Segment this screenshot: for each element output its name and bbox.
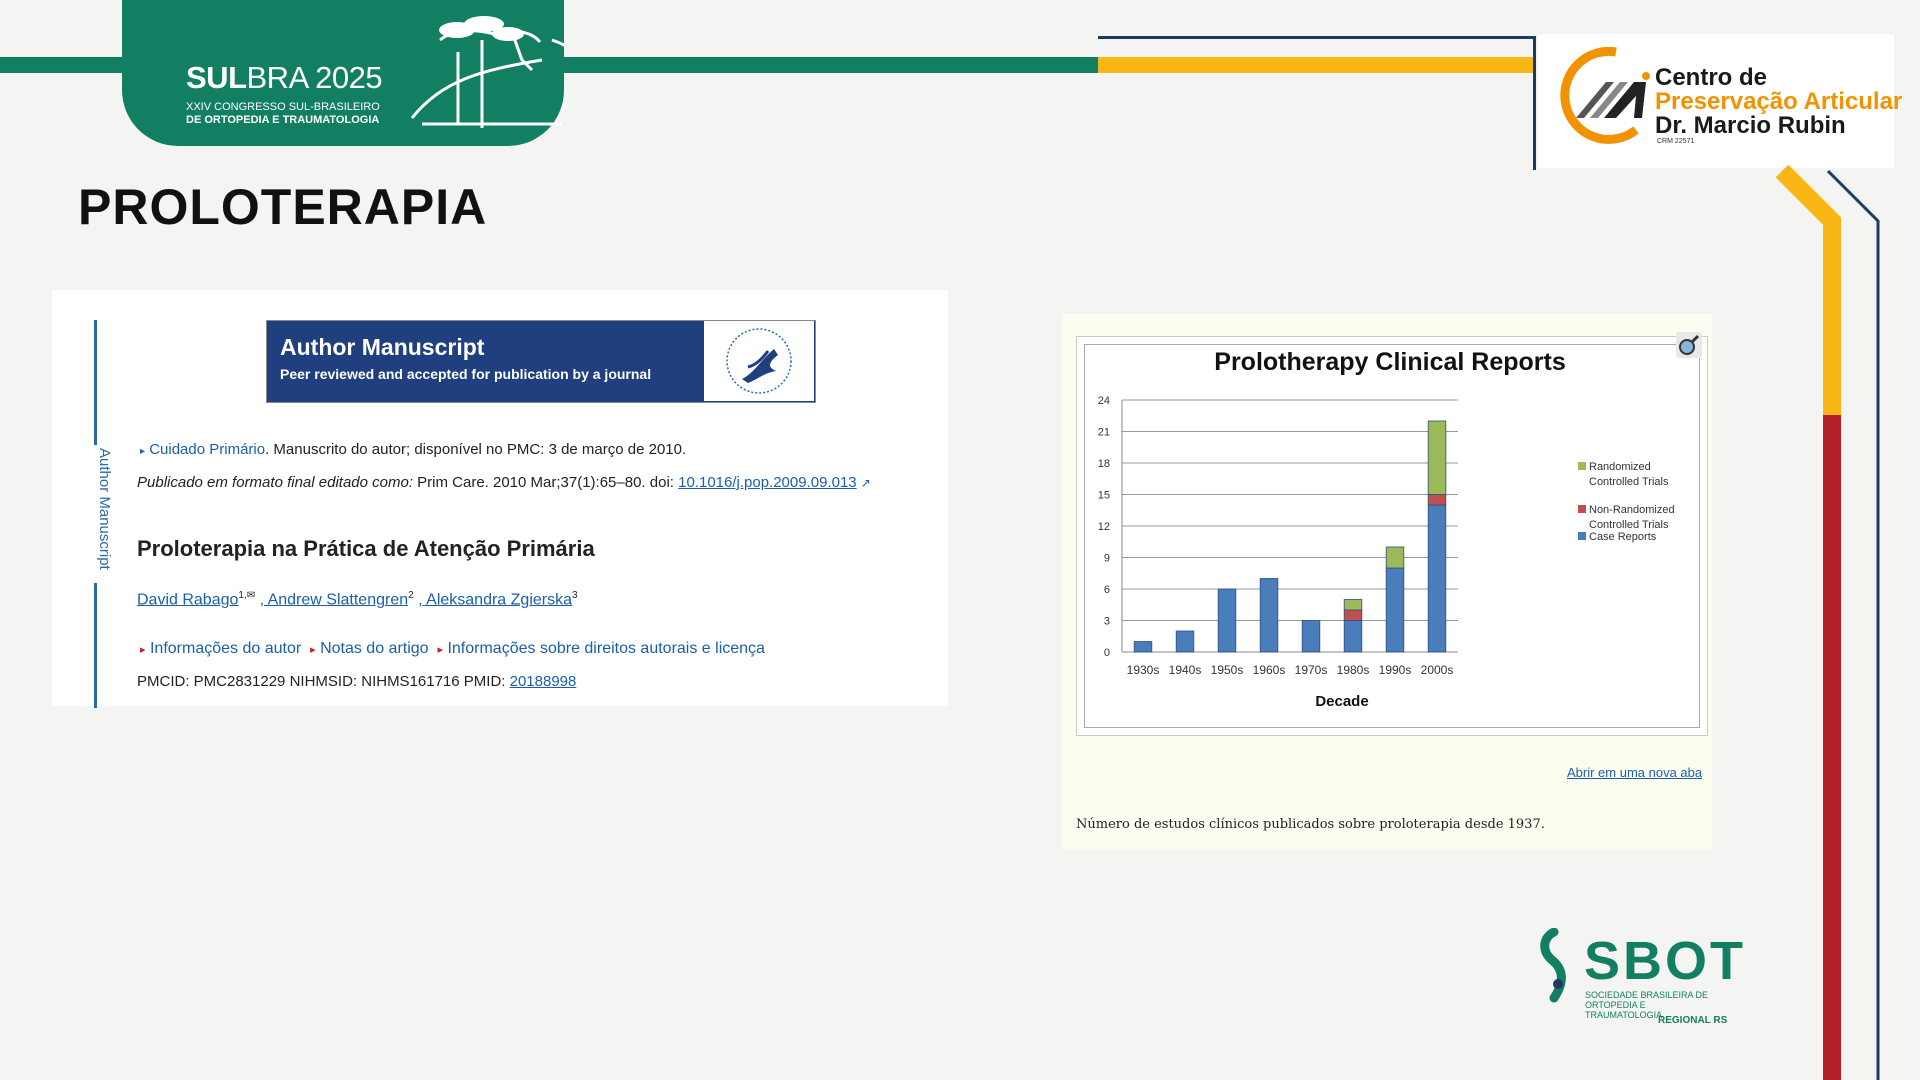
pmid-link[interactable]: 20188998 <box>509 673 577 690</box>
legend-label: Controlled Trials <box>1589 476 1669 488</box>
expand-triangle-icon: ▸ <box>140 644 146 656</box>
expand-triangle-icon: ▸ <box>310 644 316 656</box>
author-link[interactable]: , Aleksandra Zgierska <box>418 591 572 609</box>
author-info-link[interactable]: Informações do autor <box>149 640 302 657</box>
header-yellow-stripe <box>1098 57 1536 73</box>
x-tick-label: 1960s <box>1252 663 1286 677</box>
center-name-line2: Preservação Articular <box>1655 88 1903 115</box>
legend-swatch <box>1578 532 1586 540</box>
congress-logo <box>122 0 564 146</box>
author-link[interactable]: , Andrew Slattengren <box>259 591 409 609</box>
copyright-info-link[interactable]: Informações sobre direitos autorais e licença <box>447 640 765 657</box>
external-link-icon[interactable]: ↗ <box>860 476 871 490</box>
author-link[interactable]: David Rabago <box>137 591 239 609</box>
legend-label: Controlled Trials <box>1589 519 1669 531</box>
header-navy-vertical <box>1533 36 1536 170</box>
x-tick-label: 1990s <box>1378 663 1412 677</box>
bar-segment <box>1428 421 1446 495</box>
open-new-tab-link[interactable]: Abrir em uma nova aba <box>1567 765 1703 780</box>
y-tick-label: 6 <box>1103 584 1110 596</box>
bar-segment <box>1386 568 1404 652</box>
bar-segment <box>1428 495 1446 506</box>
y-tick-label: 9 <box>1103 552 1110 565</box>
page-title: PROLOTERAPIA <box>78 179 488 235</box>
eagle-seal-icon <box>704 321 814 401</box>
bar-segment <box>1176 631 1194 652</box>
legend-swatch <box>1578 505 1586 513</box>
bar-segment <box>1386 547 1404 568</box>
x-tick-label: 1980s <box>1336 663 1370 677</box>
banner-subtitle: Peer reviewed and accepted for publication by a journal <box>280 366 652 382</box>
x-tick-label: 1940s <box>1168 663 1202 677</box>
zoom-button[interactable] <box>1676 332 1702 358</box>
x-tick-label: 1930s <box>1126 663 1160 677</box>
header-navy-stripe <box>1098 36 1536 39</box>
published-line: Publicado em formato final editado como: Prim Care. 2010 Mar;37(1):65–80. doi: 10.1016/j.pop.2009.09.013 ↗ <box>137 474 871 491</box>
article-title: Proloterapia na Prática de Atenção Primária <box>137 536 595 561</box>
article-notes-link[interactable]: Notas do artigo <box>320 640 429 657</box>
info-links <box>140 640 765 658</box>
triangle-icon: ▸ <box>140 446 146 457</box>
bar-segment <box>1134 642 1152 653</box>
y-tick-label: 18 <box>1097 458 1110 470</box>
bar-segment <box>1344 600 1362 611</box>
sbot-regional: REGIONAL RS <box>1658 1015 1728 1026</box>
doi-link[interactable]: 10.1016/j.pop.2009.09.013 <box>678 474 857 491</box>
center-crm: CRM 22571 <box>1657 138 1695 145</box>
sbot-wordmark: SBOT <box>1584 931 1747 991</box>
chart-title: Prolotherapy Clinical Reports <box>1214 348 1566 376</box>
sbot-subtitle: SOCIEDADE BRASILEIRA DE ORTOPEDIA E TRAUMATOLOGIA <box>1585 990 1709 1020</box>
sbot-emblem-icon <box>1532 928 1582 1004</box>
y-tick-label: 24 <box>1097 395 1110 407</box>
bar-segment <box>1218 589 1236 652</box>
author-list: David Rabago$^{1,✉}$ , Andrew Slattengren$^2$ , Aleksandra Zgierska$^3$ <box>137 590 578 609</box>
y-tick-label: 12 <box>1097 521 1110 533</box>
y-tick-label: 3 <box>1103 615 1110 628</box>
expand-triangle-icon: ▸ <box>437 644 443 656</box>
legend-label: Randomized <box>1589 461 1651 473</box>
bar-segment <box>1428 505 1446 652</box>
side-stripes <box>1770 165 1920 1080</box>
article-ids: PMCID: PMC2831229 NIHMSID: NIHMS161716 PMID: 20188998 <box>137 673 577 690</box>
legend-label: Case Reports <box>1589 531 1657 543</box>
center-name-line3: Dr. Marcio Rubin <box>1655 112 1846 139</box>
x-tick-label: 1970s <box>1294 663 1328 677</box>
prolotherapy-chart <box>1084 344 1698 726</box>
bar-segment <box>1344 610 1362 621</box>
center-name-line1: Centro de <box>1655 64 1768 91</box>
bar-segment <box>1344 621 1362 653</box>
y-tick-label: 0 <box>1103 647 1110 659</box>
journal-link[interactable]: Cuidado Primário <box>149 441 266 458</box>
manuscript-side-label-bg <box>63 445 127 583</box>
bar-segment <box>1260 579 1278 653</box>
figure-caption: Número de estudos clínicos publicados sobre proloterapia desde 1937. <box>1076 817 1545 832</box>
x-tick-label: 1950s <box>1210 663 1244 677</box>
magnifier-icon <box>1676 332 1702 358</box>
y-tick-label: 21 <box>1097 426 1110 439</box>
x-tick-label: 2000s <box>1420 663 1454 677</box>
legend-label: Non-Randomized <box>1589 504 1675 516</box>
hhs-seal <box>704 321 814 401</box>
bar-segment <box>1302 621 1320 653</box>
congress-wordmark: SULBRA 2025 <box>186 60 383 95</box>
x-axis-label: Decade <box>1315 693 1369 710</box>
manuscript-side-label: Author Manuscript <box>96 448 113 570</box>
cpa-emblem-icon <box>1546 40 1666 160</box>
banner-title: Author Manuscript <box>280 334 485 360</box>
journal-line: ▸ Cuidado Primário. Manuscrito do autor; disponível no PMC: 3 de março de 2010. <box>140 441 687 458</box>
legend-swatch <box>1578 462 1586 470</box>
congress-subtitle: XXIV CONGRESSO SUL-BRASILEIRO DE ORTOPEDIA E TRAUMATOLOGIA <box>186 101 380 126</box>
y-tick-label: 15 <box>1097 489 1110 502</box>
